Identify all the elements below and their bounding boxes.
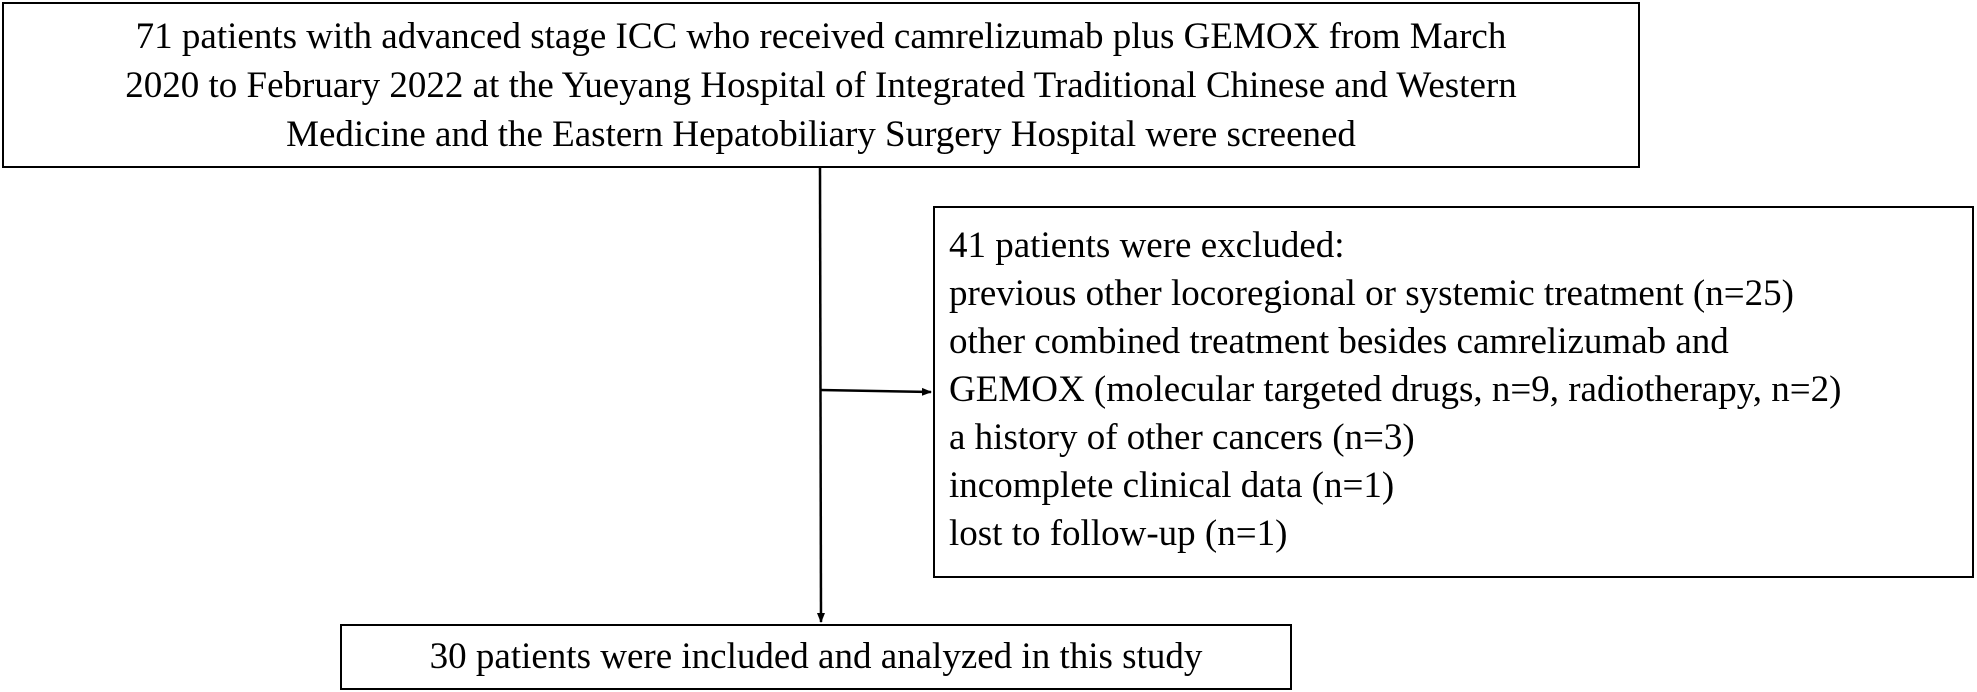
- inclusion-text: 30 patients were included and analyzed in this study: [429, 636, 1203, 677]
- exclusion-reason-incomplete-data: incomplete clinical data (n=1): [949, 465, 1395, 506]
- screening-line-3: Medicine and the Eastern Hepatobiliary Surgery Hospital were screened: [286, 113, 1356, 155]
- exclusion-heading: 41 patients were excluded:: [949, 225, 1345, 266]
- inclusion-box: [340, 624, 1292, 690]
- screening-line-1: 71 patients with advanced stage ICC who received camrelizumab plus GEMOX from March: [135, 15, 1507, 57]
- exclusion-branch-arrow: [820, 390, 931, 392]
- exclusion-reason-combined-treatment: other combined treatment besides camrelizumab and: [949, 321, 1729, 362]
- exclusion-reason-lost-follow-up: lost to follow-up (n=1): [949, 513, 1288, 554]
- exclusion-reason-other-cancers: a history of other cancers (n=3): [949, 417, 1415, 458]
- exclusion-reason-previous-treatment: previous other locoregional or systemic treatment (n=25): [949, 273, 1794, 314]
- screening-box: [2, 2, 1640, 168]
- exclusion-box: [933, 206, 1974, 578]
- main-flow-arrow: [820, 168, 821, 622]
- screening-line-2: 2020 to February 2022 at the Yueyang Hospital of Integrated Traditional Chinese and Western: [125, 64, 1517, 106]
- exclusion-reason-combined-treatment-cont: GEMOX (molecular targeted drugs, n=9, radiotherapy, n=2): [949, 369, 1842, 410]
